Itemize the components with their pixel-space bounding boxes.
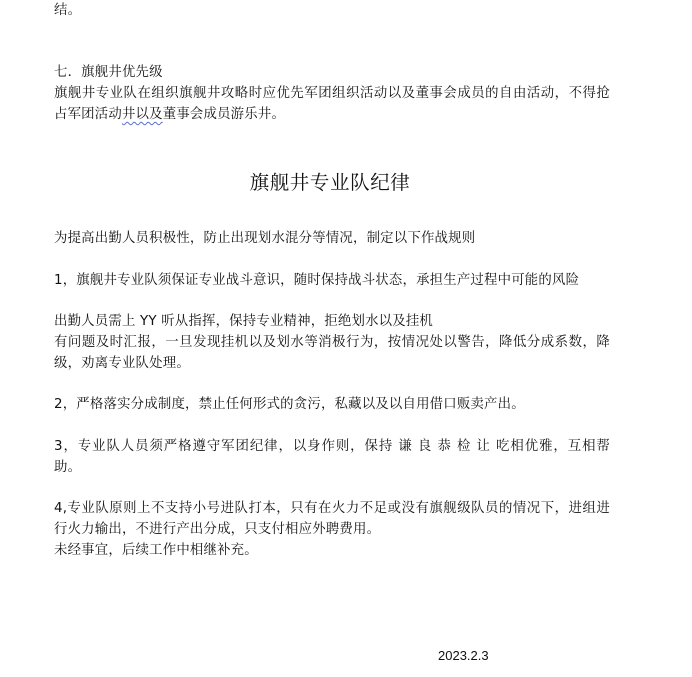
- intro-paragraph: 为提高出勤人员积极性，防止出现划水混分等情况，制定以下作战规则: [54, 231, 476, 246]
- section-paragraph-line: [54, 106, 610, 124]
- rule-3-line: 3，专业队人员须严格遵守军团纪律，以身作则，保持 谦 良 恭 检 让 吃相优雅，互相帮: [54, 439, 610, 454]
- attendance-line: 级，劝离专业队处理。: [54, 356, 190, 371]
- rule-3-line: 助。: [54, 460, 82, 475]
- attendance-line: 出勤人员需上 YY 听从指挥，保持专业精神，拒绝划水以及挂机: [54, 314, 434, 329]
- spellcheck-flagged-text: 井以及: [121, 107, 163, 122]
- rule-4-line: 4,专业队原则上不支持小号进队打本，只有在火力不足或没有旗舰级队员的情况下，进组进: [54, 501, 610, 516]
- document-title: 旗舰井专业队纪律: [249, 171, 411, 194]
- rule-1: 1，旗舰井专业队须保证专业战斗意识，随时保持战斗状态，承担生产过程中可能的风险: [54, 273, 580, 288]
- closing-note: 未经事宜，后续工作中相继补充。: [54, 543, 258, 558]
- section-paragraph-text: 董事会成员游乐井。: [162, 107, 286, 122]
- attendance-line: 有问题及时汇报，一旦发现挂机以及划水等消极行为，按情况处以警告，降低分成系数，降: [54, 335, 610, 350]
- rule-2: 2，严格落实分成制度，禁止任何形式的贪污，私藏以及以自用借口贩卖产出。: [54, 397, 525, 412]
- previous-page-fragment: 结。: [54, 3, 82, 18]
- document-date: 2023.2.3: [438, 648, 489, 663]
- section-heading: 七．旗舰井优先级: [54, 65, 163, 80]
- section-paragraph-line: 旗舰井专业队在组织旗舰井攻略时应优先军团组织活动以及董事会成员的自由活动，不得抢: [54, 86, 610, 101]
- rule-4-line: 行火力输出，不进行产出分成，只支付相应外聘费用。: [54, 522, 381, 537]
- section-paragraph-text: 占军团活动: [54, 107, 122, 122]
